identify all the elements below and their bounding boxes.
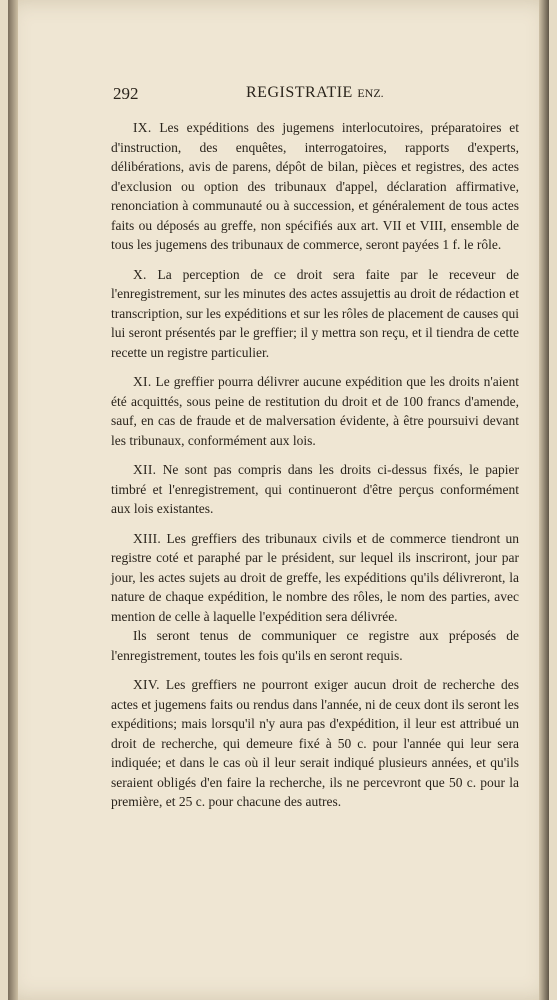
article-number: XII. — [133, 462, 157, 477]
article-xi — [111, 372, 519, 450]
page-number: 292 — [113, 84, 139, 103]
running-title-main: REGISTRATIE — [246, 84, 353, 101]
page-left-edge — [8, 0, 18, 1000]
running-title-suffix: ENZ. — [357, 86, 384, 100]
article-number: XIV. — [133, 677, 160, 692]
article-x — [111, 265, 519, 363]
article-text: Les expéditions des jugemens interlocutoires, préparatoires et d'instruction, des enquêtes, interrogatoires, rapports d'experts, délibérations, avis de parens, dépôt de bilan, pièces et registres, des actes d'exclusion ou option des tribunaux d'appel, déclaration affirmative, renonciation à communauté ou à succession, et généralement de tous actes faits ou déposés au greffe, non spécifiés aux art. VII et VIII, ensemble de tous les jugemens des tribunaux de commerce, seront payées 1 f. le rôle. — [111, 120, 519, 252]
article-xiii — [111, 529, 519, 627]
article-text: Les greffiers ne pourront exiger aucun droit de recherche des actes et jugemens faits ou rendus dans l'année, ni de ceux dont ils seront les expéditions; mais lorsqu'il n'y aura pas d'expédition, il leur est attribué un droit de recherche, qui demeure fixé à 50 c. pour l'année qui leur sera indiquée; et dans le cas où il leur serait indiqué plusieurs années, et qu'ils seraient obligés d'en faire la recherche, ils ne percevront que 50 c. pour la première, et 25 c. pour chacune des autres. — [111, 677, 519, 809]
article-number: XIII. — [133, 530, 162, 546]
article-number: XI. — [133, 374, 152, 389]
page-header — [113, 84, 413, 108]
article-text: Ils seront tenus de communiquer ce registre aux préposés de l'enregistrement, toutes les fois qu'ils en seront requis. — [111, 628, 519, 663]
article-xiii-continuation — [111, 626, 519, 665]
body-text — [111, 118, 519, 822]
article-ix — [111, 118, 519, 255]
article-text: Le greffier pourra délivrer aucune expédition que les droits n'aient été acquittés, sous peine de restitution du droit et de 100 francs d'amende, sauf, en cas de fraude et de malversation évidente, à être poursuivi devant les tribunaux, conformément aux lois. — [111, 374, 520, 448]
page-right-edge — [539, 0, 549, 1000]
running-title — [246, 84, 384, 102]
article-number: IX. — [133, 120, 152, 135]
article-number: X. — [133, 266, 147, 282]
article-text: Ne sont pas compris dans les droits ci-dessus fixés, le papier timbré et l'enregistrement, qui continueront d'être perçus conformément aux lois existantes. — [111, 462, 520, 516]
article-xiv — [111, 675, 519, 812]
article-text: Les greffiers des tribunaux civils et de commerce tiendront un registre coté et paraphé par le président, sur lequel ils inscriront, jour par jour, les actes sujets au droit de greffe, les expéditions qu'ils délivreront, la nature de chaque expédition, le nombre des rôles, le nom des parties, avec mention de celle à laquelle l'expédition sera délivrée. — [111, 530, 520, 624]
article-xii — [111, 460, 519, 519]
article-text: La perception de ce droit sera faite par le receveur de l'enregistrement, sur les minutes des actes assujettis au droit de rédaction et transcription, sur les expéditions et sur les rôles de placement de causes qui lui seront présentés par le greffier; il y mettra son reçu, et il tiendra de cette recette un registre particulier. — [111, 266, 519, 360]
